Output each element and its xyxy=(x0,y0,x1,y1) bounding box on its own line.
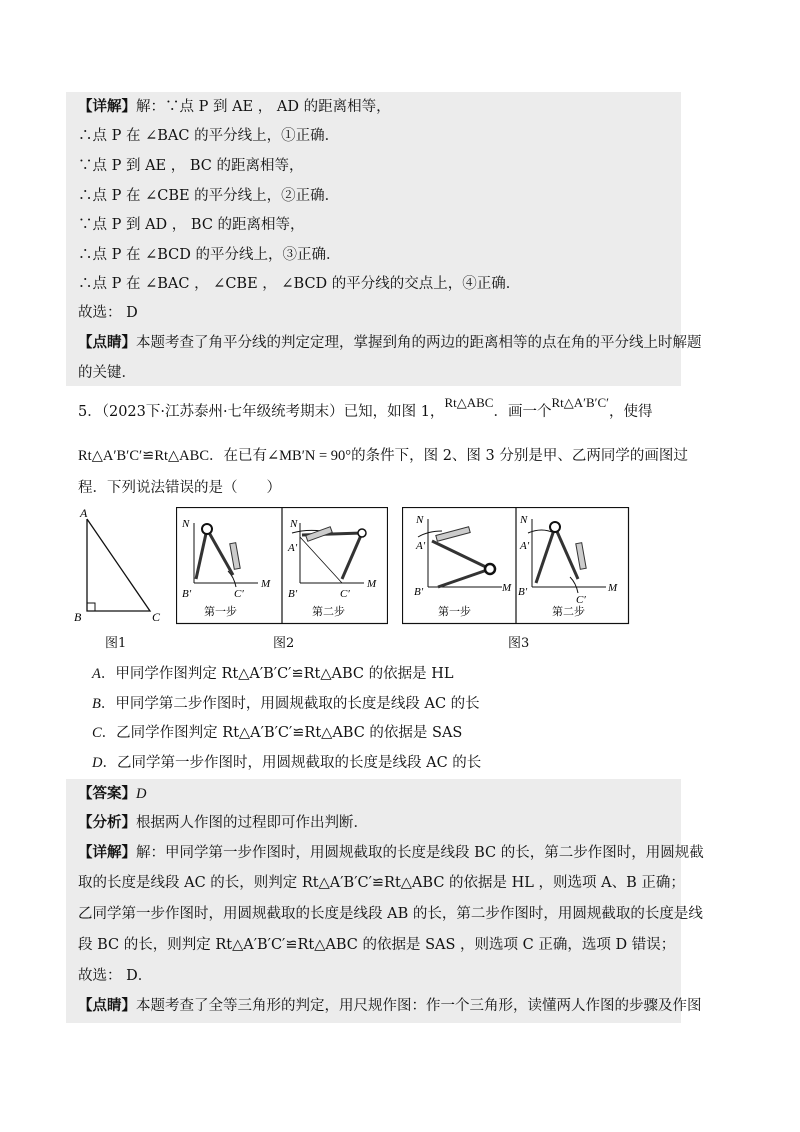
question-line-3: 程．下列说法错误的是（ ） xyxy=(78,480,281,496)
figure-2 xyxy=(176,507,388,625)
remark-line: 【点睛】本题考查了全等三角形的判定，用尺规作图：作一个三角形，读懂两人作图的步骤及作图 xyxy=(78,997,702,1014)
svg-text:M: M xyxy=(367,578,377,590)
text-line: ∴点 P 在 ∠BAC 的平分线上，①正确． xyxy=(78,128,340,144)
figure-1-caption: 图1 xyxy=(105,636,127,651)
svg-text:A′: A′ xyxy=(288,542,298,554)
option-d[interactable]: D．乙同学第一步作图时，用圆规截取的长度是线段 AC 的长 xyxy=(92,755,482,771)
text-line: ∴点 P 在 ∠BCD 的平分线上，③正确． xyxy=(78,247,341,263)
text-line: 【详解】解：∵点 P 到 AE ， AD 的距离相等， xyxy=(78,98,391,115)
svg-text:B′: B′ xyxy=(182,588,192,600)
figure-1 xyxy=(70,505,170,630)
svg-text:B′: B′ xyxy=(518,586,528,598)
detail-line: 乙同学第一步作图时，用圆规截取的长度是线段 AB 的长，第二步作图时，用圆规截取的长度是线 xyxy=(78,906,703,922)
figure-3 xyxy=(402,507,630,625)
figure-3-step-2 xyxy=(518,514,618,618)
detail-line: 段 BC 的长，则判定 Rt△A′B′C′≌Rt△ABC 的依据是 SAS ，则选项 C 正确，选项 D 错误； xyxy=(78,937,676,953)
svg-text:A′: A′ xyxy=(416,540,426,552)
detail-line: 取的长度是线段 AC 的长，则判定 Rt△A′B′C′≌Rt△ABC 的依据是 HL ，则选项 A、B 正确； xyxy=(78,875,685,891)
svg-text:M: M xyxy=(608,582,618,594)
answer-line: 【答案】D xyxy=(78,785,147,802)
figure-2-step-1 xyxy=(181,518,271,618)
figure-3-caption: 图3 xyxy=(508,636,530,651)
svg-text:C′: C′ xyxy=(234,588,244,600)
compass-icon xyxy=(536,522,586,583)
svg-text:B′: B′ xyxy=(288,588,298,600)
question-line-1: 5．（2023下·江苏泰州·七年级统考期末）已知，如图 1，Rt△ABC．画一个Rt△A′B′C′，使得 xyxy=(78,395,653,420)
text-line: 【点睛】本题考查了角平分线的判定定理，掌握到角的两边的距离相等的点在角的平分线上时解题 xyxy=(78,334,702,351)
svg-text:C′: C′ xyxy=(576,594,586,606)
option-b[interactable]: B．甲同学第二步作图时，用圆规截取的长度是线段 AC 的长 xyxy=(92,696,480,712)
detail-line: 故选： D． xyxy=(78,968,153,984)
text-line: ∴点 P 在 ∠CBE 的平分线上，②正确． xyxy=(78,188,340,204)
figure-2-caption: 图2 xyxy=(273,636,295,651)
svg-text:第二步: 第二步 xyxy=(312,606,345,618)
svg-text:M: M xyxy=(502,582,512,594)
svg-text:B′: B′ xyxy=(414,586,424,598)
svg-text:M: M xyxy=(261,578,271,590)
option-a[interactable]: A．甲同学作图判定 Rt△A′B′C′≌Rt△ABC 的依据是 HL xyxy=(92,666,454,682)
svg-text:第二步: 第二步 xyxy=(552,606,585,618)
detail-line: 【详解】解：甲同学第一步作图时，用圆规截取的长度是线段 BC 的长，第二步作图时，用圆规截 xyxy=(78,844,704,861)
svg-text:N: N xyxy=(416,514,424,526)
question-line-2: Rt△A′B′C′≌Rt△ABC．在已有∠MB′N = 90°的条件下，图 2、图 3 分别是甲、乙两同学的画图过 xyxy=(78,448,688,464)
compass-icon xyxy=(432,527,495,587)
label-b: B xyxy=(74,610,82,624)
svg-text:第一步: 第一步 xyxy=(204,606,237,618)
analysis-line: 【分析】根据两人作图的过程即可作出判断． xyxy=(78,814,368,831)
text-line: ∴点 P 在 ∠BAC ， ∠CBE ， ∠BCD 的平分线的交点上，④正确． xyxy=(78,276,521,292)
svg-text:A′: A′ xyxy=(520,540,530,552)
compass-icon xyxy=(302,527,366,579)
svg-text:N: N xyxy=(520,514,528,526)
compass-icon xyxy=(196,524,240,579)
text-line: 的关键． xyxy=(78,365,136,381)
svg-text:第一步: 第一步 xyxy=(438,606,471,618)
option-c[interactable]: C．乙同学作图判定 Rt△A′B′C′≌Rt△ABC 的依据是 SAS xyxy=(92,725,463,741)
text-line: 故选： D xyxy=(78,305,138,321)
label-a: A xyxy=(80,506,88,520)
text-line: ∵点 P 到 AE ， BC 的距离相等， xyxy=(78,158,304,174)
label-c: C xyxy=(152,610,161,624)
svg-text:C′: C′ xyxy=(340,588,350,600)
text-line: ∵点 P 到 AD ， BC 的距离相等， xyxy=(78,217,305,233)
svg-text:N: N xyxy=(290,518,298,530)
figure-3-step-1 xyxy=(414,514,512,618)
figure-2-step-2 xyxy=(287,518,377,618)
svg-text:N: N xyxy=(182,518,190,530)
